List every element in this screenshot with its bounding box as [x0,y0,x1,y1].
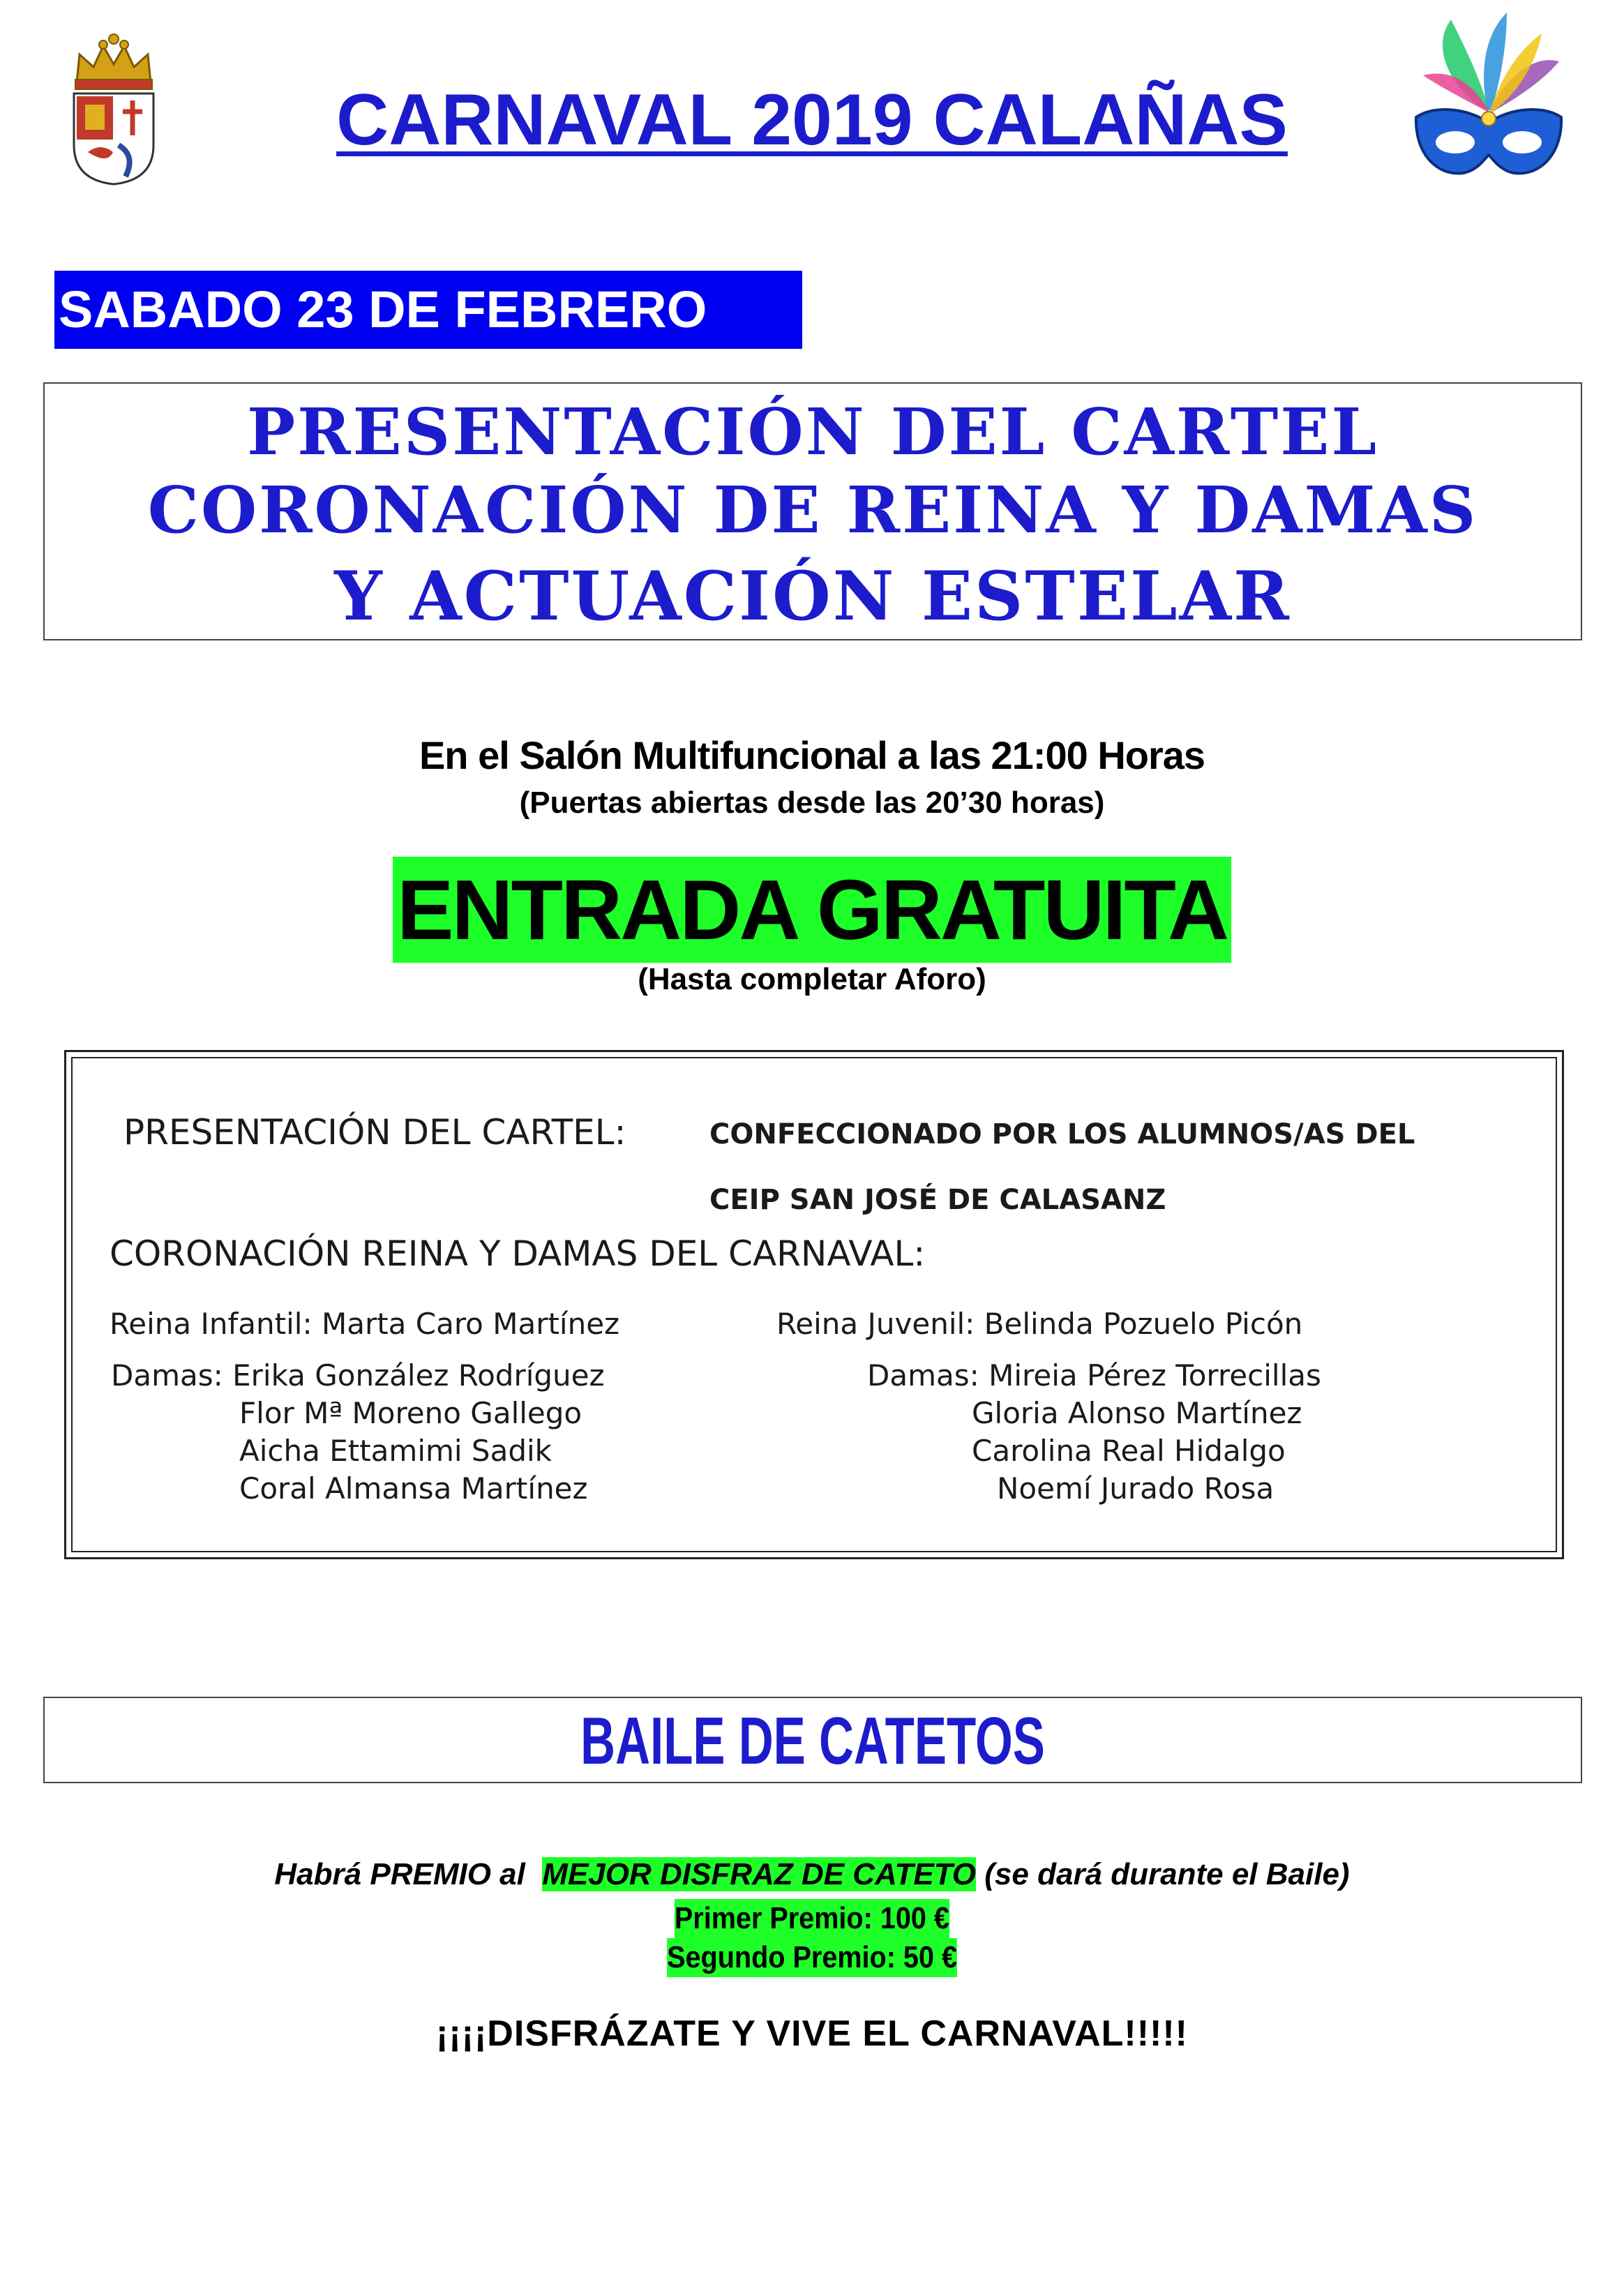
damas-left-1: Damas: Erika González Rodríguez [111,1358,605,1393]
coronacion-label: CORONACIÓN REINA Y DAMAS DEL CARNAVAL: [110,1233,926,1274]
cartel-value-2: CEIP SAN JOSÉ DE CALASANZ [709,1184,1166,1216]
primer-premio: Primer Premio: 100 € [675,1899,949,1938]
damas-left-4: Coral Almansa Martínez [239,1471,588,1506]
baile-title: BAILE DE CATETOS [580,1704,1045,1778]
entrada-wrap [0,857,1624,963]
damas-right-2: Gloria Alonso Martínez [972,1396,1302,1430]
details-box [64,1050,1564,1559]
premio-highlight: MEJOR DISFRAZ DE CATETO [542,1857,977,1891]
slogan: ¡¡¡¡DISFRÁZATE Y VIVE EL CARNAVAL!!!!! [436,2013,1188,2054]
damas-left-3: Aicha Ettamimi Sadik [239,1434,552,1468]
segundo-premio: Segundo Premio: 50 € [667,1938,957,1977]
segundo-premio-row [0,1938,1624,1977]
headline-line-2: CORONACIÓN DE REINA Y DAMAS [147,472,1478,548]
reina-juvenil: Reina Juvenil: Belinda Pozuelo Picón [776,1307,1303,1341]
primer-premio-row [0,1899,1624,1938]
damas-right-3: Carolina Real Hidalgo [972,1434,1286,1468]
doors-line: (Puertas abiertas desde las 20’30 horas) [519,786,1105,820]
premio-line [0,1853,1624,1896]
cartel-label: PRESENTACIÓN DEL CARTEL: [123,1112,626,1153]
premio-suffix: (se dará durante el Baile) [976,1857,1350,1891]
cartel-value-1: CONFECCIONADO POR LOS ALUMNOS/AS DEL [709,1118,1415,1150]
carnival-mask-icon [1409,6,1568,187]
headline-line-3: Y ACTUACIÓN ESTELAR [334,557,1291,636]
damas-left-2: Flor Mª Moreno Gallego [239,1396,582,1430]
baile-box [43,1697,1582,1783]
headline-line-1: PRESENTACIÓN DEL CARTEL [246,394,1379,470]
premio-prefix: Habrá PREMIO al [274,1857,543,1891]
date-badge: SABADO 23 DE FEBRERO [54,271,802,349]
venue-line: En el Salón Multifuncional a las 21:00 Horas [419,733,1205,777]
headline-box [43,382,1582,640]
damas-right-4: Noemí Jurado Rosa [997,1471,1275,1506]
damas-right-1: Damas: Mireia Pérez Torrecillas [867,1358,1321,1393]
capacity-note: (Hasta completar Aforo) [638,962,986,996]
reina-infantil: Reina Infantil: Marta Caro Martínez [110,1307,620,1341]
free-entry-badge: ENTRADA GRATUITA [393,857,1231,963]
page-title: CARNAVAL 2019 CALAÑAS [336,80,1288,160]
